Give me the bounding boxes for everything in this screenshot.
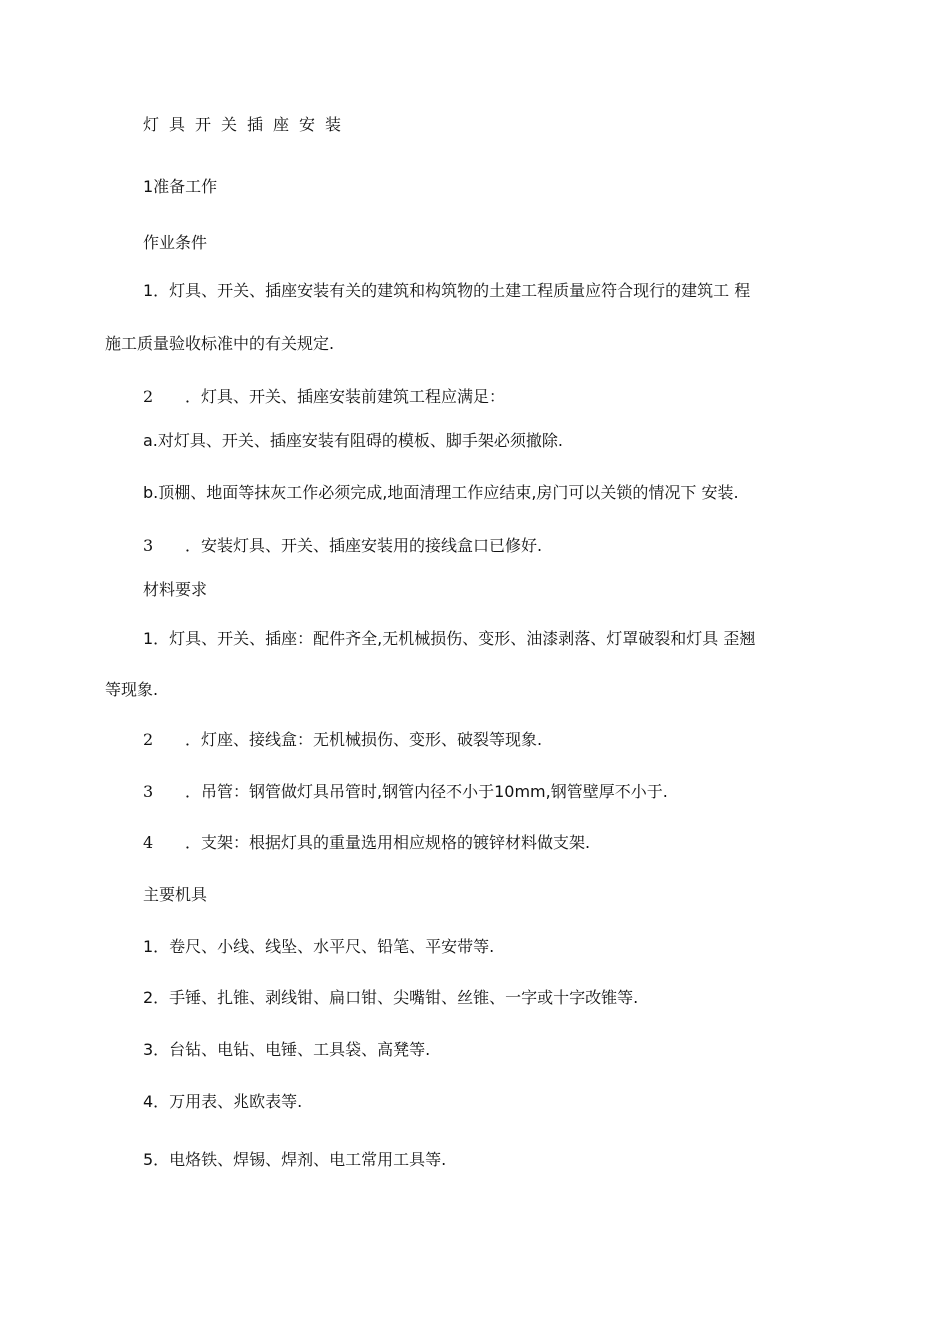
- tools-item-1: 1．卷尺、小线、线坠、水平尺、铅笔、平安带等.: [143, 937, 495, 956]
- conditions-item-2b: b.顶棚、地面等抹灰工作必须完成,地面清理工作应结束,房门可以关锁的情况下 安装.: [143, 483, 739, 502]
- subheading-work-conditions: 作业条件: [143, 233, 208, 252]
- subheading-material-requirements: 材料要求: [143, 580, 208, 599]
- section-heading-preparation: 1准备工作: [143, 177, 218, 196]
- subheading-main-tools: 主要机具: [143, 885, 208, 904]
- conditions-item-2a: a.对灯具、开关、插座安装有阻碍的模板、脚手架必须撤除.: [143, 431, 563, 450]
- tools-item-3: 3．台钻、电钻、电锤、工具袋、高凳等.: [143, 1040, 431, 1059]
- item-text: ．支架：根据灯具的重量选用相应规格的镀锌材料做支架.: [185, 833, 591, 852]
- item-number: 2: [143, 387, 154, 406]
- item-number: 4: [143, 833, 154, 852]
- materials-item-1-line-1: 1．灯具、开关、插座：配件齐全,无机械损伤、变形、油漆剥落、灯罩破裂和灯具 歪翘: [143, 629, 756, 648]
- tools-item-5: 5．电烙铁、焊锡、焊剂、电工常用工具等.: [143, 1150, 447, 1169]
- tools-item-4: 4．万用表、兆欧表等.: [143, 1092, 303, 1111]
- item-text: ．灯座、接线盒：无机械损伤、变形、破裂等现象.: [185, 730, 543, 749]
- tools-item-2: 2．手锤、扎锥、剥线钳、扁口钳、尖嘴钳、丝锥、一字或十字改锥等.: [143, 988, 639, 1007]
- conditions-item-1-line-2: 施工质量验收标准中的有关规定.: [105, 334, 335, 353]
- item-number: 3: [143, 782, 154, 801]
- materials-item-1-line-2: 等现象.: [105, 680, 159, 699]
- document-title: 灯具开关插座安装: [143, 115, 352, 134]
- item-text: ．安装灯具、开关、插座安装用的接线盒口已修好.: [185, 536, 543, 555]
- item-text: ．吊管：钢管做灯具吊管时,钢管内径不小于10mm,钢管壁厚不小于.: [185, 782, 668, 801]
- item-number: 3: [143, 536, 154, 555]
- item-text: ．灯具、开关、插座安装前建筑工程应满足：: [185, 387, 506, 406]
- conditions-item-1-line-1: 1．灯具、开关、插座安装有关的建筑和构筑物的土建工程质量应符合现行的建筑工 程: [143, 281, 751, 300]
- item-number: 2: [143, 730, 154, 749]
